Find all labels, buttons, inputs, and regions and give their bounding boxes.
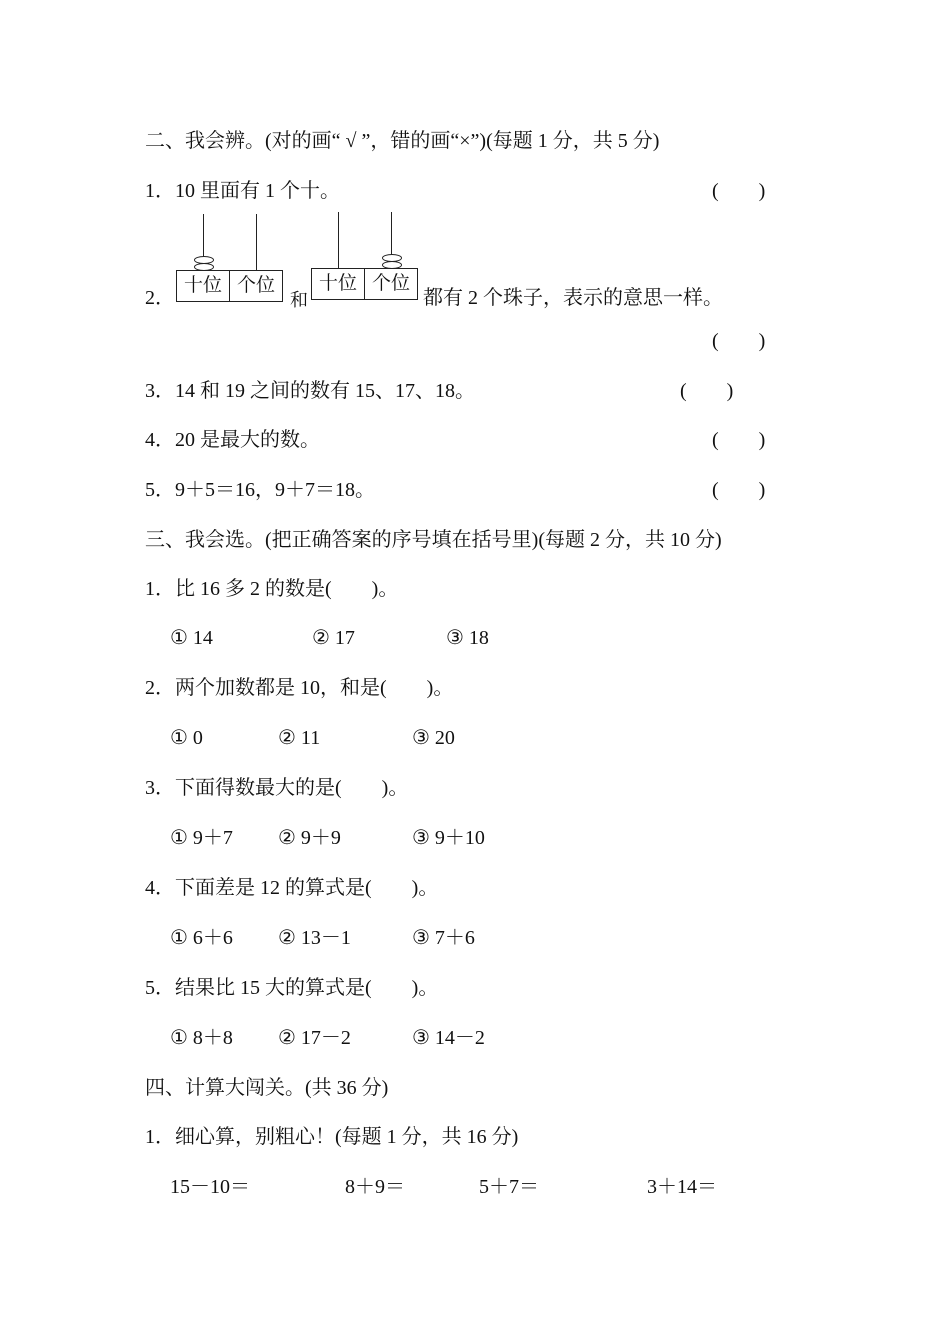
option: ③ 18: [446, 627, 489, 649]
abacus-place-box: [176, 270, 283, 302]
option: ③ 14－2: [412, 1027, 485, 1049]
judge-item-2-number: 2．: [145, 287, 175, 309]
calc-item: 3＋14＝: [647, 1176, 717, 1198]
answer-paren-1[interactable]: ( ): [712, 180, 766, 202]
choice-question-1: 1．比 16 多 2 的数是( )。: [145, 578, 399, 600]
judge-item-4: 4．20 是最大的数。: [145, 429, 320, 451]
option: ① 14: [170, 627, 213, 649]
calc-item: 8＋9＝: [345, 1176, 405, 1198]
answer-paren-5[interactable]: ( ): [712, 479, 766, 501]
ones-label: 个位: [364, 269, 417, 299]
option: ③ 7＋6: [412, 927, 475, 949]
calc-item: 15－10＝: [170, 1176, 250, 1198]
tens-label: 十位: [318, 273, 357, 294]
option: ② 17－2: [278, 1027, 351, 1049]
judge-item-1: 1．10 里面有 1 个十。: [145, 180, 340, 202]
judge-item-3: 3．14 和 19 之间的数有 15、17、18。: [145, 380, 475, 402]
option: ③ 20: [412, 727, 455, 749]
abacus-rod-tens: [338, 212, 339, 268]
option: ② 13－1: [278, 927, 351, 949]
option: ② 11: [278, 727, 321, 749]
choice-question-2: 2．两个加数都是 10，和是( )。: [145, 677, 454, 699]
section2-title: 二、我会辨。(对的画“ √ ”，错的画“×”)(每题 1 分，共 5 分): [145, 130, 660, 152]
option: ① 6＋6: [170, 927, 233, 949]
calc-item: 5＋7＝: [479, 1176, 539, 1198]
choice-question-5: 5．结果比 15 大的算式是( )。: [145, 977, 439, 999]
abacus-rod-ones: [256, 214, 257, 270]
ones-label: 个位: [229, 271, 282, 301]
section4-sub1: 1．细心算，别粗心！(每题 1 分，共 16 分): [145, 1126, 519, 1148]
option: ① 9＋7: [170, 827, 233, 849]
option: ① 8＋8: [170, 1027, 233, 1049]
option: ① 0: [170, 727, 203, 749]
judge-item-2-text: 都有 2 个珠子，表示的意思一样。: [423, 287, 723, 309]
answer-paren-2[interactable]: ( ): [712, 330, 766, 352]
option: ② 9＋9: [278, 827, 341, 849]
answer-paren-3[interactable]: ( ): [680, 380, 734, 402]
judge-item-5: 5．9＋5＝16，9＋7＝18。: [145, 479, 375, 501]
answer-paren-4[interactable]: ( ): [712, 429, 766, 451]
choice-question-4: 4．下面差是 12 的算式是( )。: [145, 877, 439, 899]
and-text: 和: [290, 290, 308, 310]
section4-title: 四、计算大闯关。(共 36 分): [145, 1077, 389, 1099]
option: ③ 9＋10: [412, 827, 485, 849]
abacus-place-box: [311, 268, 418, 300]
section3-title: 三、我会选。(把正确答案的序号填在括号里)(每题 2 分，共 10 分): [145, 529, 722, 551]
choice-question-3: 3．下面得数最大的是( )。: [145, 777, 409, 799]
tens-label: 十位: [183, 275, 222, 296]
option: ② 17: [312, 627, 355, 649]
